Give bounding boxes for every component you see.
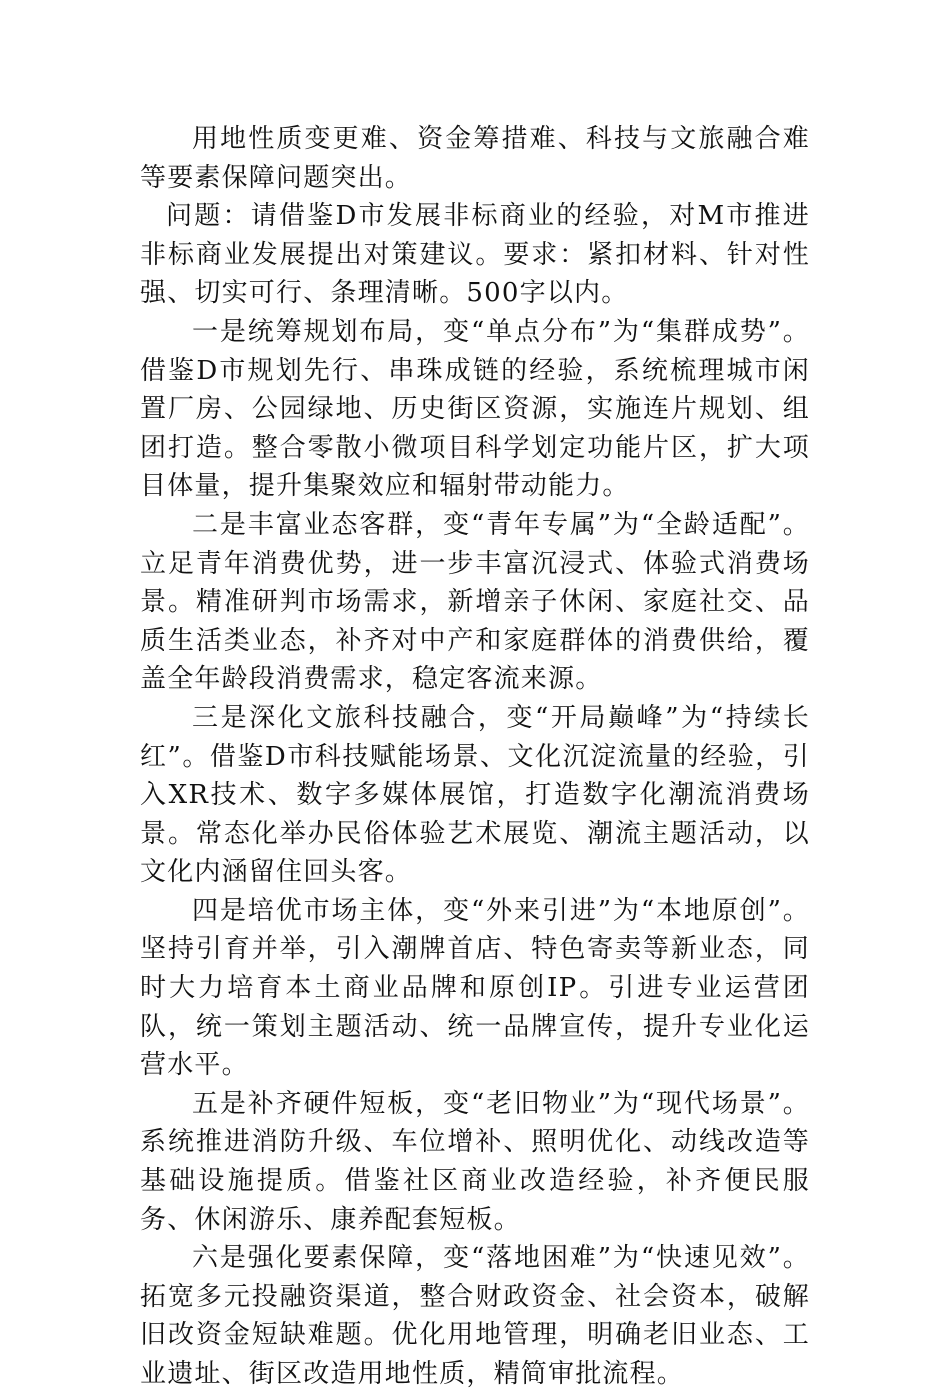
paragraph-intro-continuation: 用地性质变更难、资金筹措难、科技与文旅融合难等要素保障问题突出。 bbox=[140, 124, 810, 193]
paragraph-point-6: 六是强化要素保障，变“落地困难”为“快速见效”。拓宽多元投融资渠道，整合财政资金、社会资本，破解旧改资金短缺难题。优化用地管理，明确老旧业态、工业遗址、街区改造用地性质，精简审批流程。 bbox=[140, 1243, 810, 1389]
paragraph-point-4: 四是培优市场主体，变“外来引进”为“本地原创”。坚持引育并举，引入潮牌首店、特色寄卖等新业态，同时大力培育本土商业品牌和原创IP。引进专业运营团队，统一策划主题活动、统一品牌宣传，提升专业化运营水平。 bbox=[140, 895, 810, 1081]
paragraph-question: 问题：请借鉴D市发展非标商业的经验，对M市推进非标商业发展提出对策建议。要求：紧扣材料、针对性强、切实可行、条理清晰。500字以内。 bbox=[140, 201, 810, 309]
paragraph-point-2: 二是丰富业态客群，变“青年专属”为“全龄适配”。立足青年消费优势，进一步丰富沉浸式、体验式消费场景。精准研判市场需求，新增亲子休闲、家庭社交、品质生活类业态，补齐对中产和家庭群体的消费供给，覆盖全年龄段消费需求，稳定客流来源。 bbox=[140, 509, 810, 695]
paragraph-point-1: 一是统筹规划布局，变“单点分布”为“集群成势”。借鉴D市规划先行、串珠成链的经验，系统梳理城市闲置厂房、公园绿地、历史街区资源，实施连片规划、组团打造。整合零散小微项目科学划定功能片区，扩大项目体量，提升集聚效应和辐射带动能力。 bbox=[140, 316, 810, 502]
paragraph-point-3: 三是深化文旅科技融合，变“开局巅峰”为“持续长红”。借鉴D市科技赋能场景、文化沉淀流量的经验，引入XR技术、数字多媒体展馆，打造数字化潮流消费场景。常态化举办民俗体验艺术展览、潮流主题活动，以文化内涵留住回头客。 bbox=[140, 702, 810, 888]
document-page bbox=[140, 120, 810, 1394]
paragraph-point-5: 五是补齐硬件短板，变“老旧物业”为“现代场景”。系统推进消防升级、车位增补、照明优化、动线改造等基础设施提质。借鉴社区商业改造经验，补齐便民服务、休闲游乐、康养配套短板。 bbox=[140, 1088, 810, 1235]
